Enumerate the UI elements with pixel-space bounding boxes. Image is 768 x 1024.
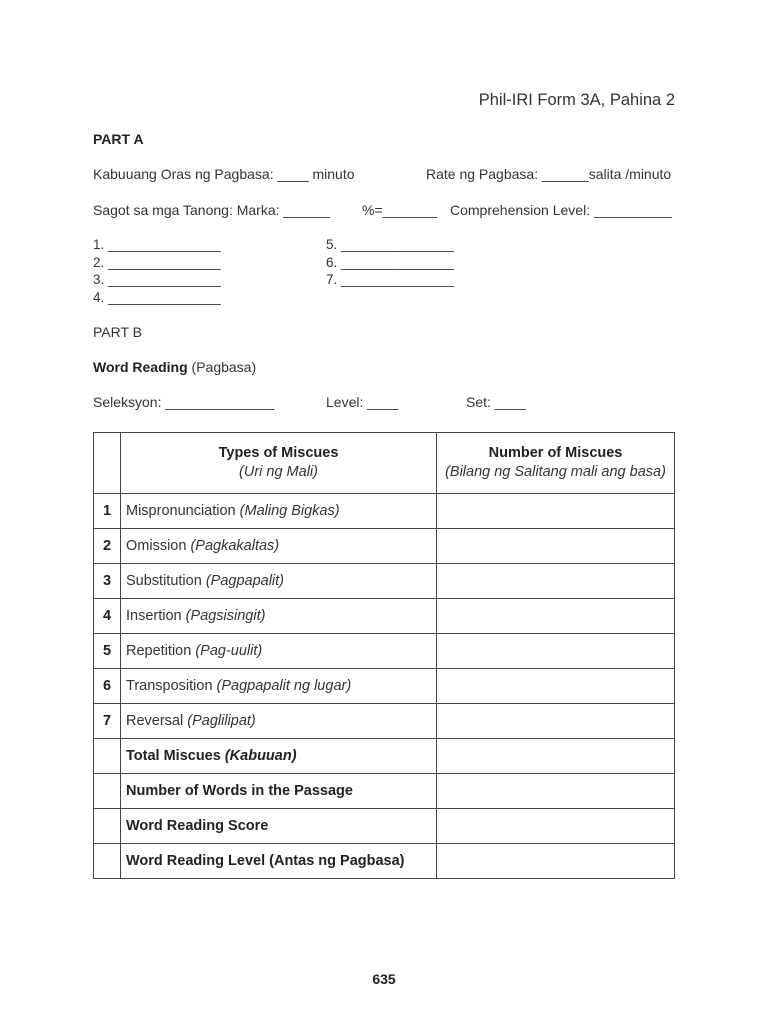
row-number: 1: [94, 494, 121, 529]
row-label: Insertion (Pagsisingit): [121, 599, 437, 634]
reading-time-field: Kabuuang Oras ng Pagbasa: ____ minuto: [93, 166, 355, 182]
answer-line: 4. _______________: [93, 289, 221, 305]
row-label: Reversal (Paglilipat): [121, 704, 437, 739]
answer-line: 2. _______________: [93, 254, 221, 270]
blank-number-cell: [94, 774, 121, 809]
row-number: 2: [94, 529, 121, 564]
blank-number-cell: [94, 809, 121, 844]
table-header-row: [94, 433, 675, 494]
blank-number-cell: [94, 739, 121, 774]
table-row: [94, 704, 675, 739]
answer-line: 7. _______________: [326, 272, 454, 287]
percent-field: %=_______: [362, 202, 438, 218]
row-label: Repetition (Pag-uulit): [121, 634, 437, 669]
reading-rate-field: Rate ng Pagbasa: ______salita /minuto: [426, 166, 672, 182]
total-miscues-label: Total Miscues (Kabuuan): [121, 739, 437, 774]
part-b-heading: PART B: [93, 324, 143, 340]
count-input-cell[interactable]: [437, 669, 675, 704]
count-input-cell[interactable]: [437, 529, 675, 564]
words-in-passage-row: [94, 774, 675, 809]
header-blank-cell: [94, 433, 121, 494]
types-subheading: (Uri ng Mali): [239, 464, 318, 480]
count-input-cell[interactable]: [437, 704, 675, 739]
table-row: [94, 529, 675, 564]
table-row: [94, 634, 675, 669]
row-label: Omission (Pagkakaltas): [121, 529, 437, 564]
words-in-passage-label: Number of Words in the Passage: [121, 774, 437, 809]
row-number: 5: [94, 634, 121, 669]
miscues-table: [93, 432, 675, 879]
row-number: 6: [94, 669, 121, 704]
count-input-cell[interactable]: [437, 494, 675, 529]
answers-list-left: [93, 236, 221, 306]
header-types-cell: [121, 433, 437, 494]
total-miscues-input-cell[interactable]: [437, 739, 675, 774]
count-input-cell[interactable]: [437, 599, 675, 634]
count-heading: Number of Miscues: [488, 445, 623, 461]
total-miscues-row: [94, 739, 675, 774]
header-count-cell: [437, 433, 675, 494]
row-number: 7: [94, 704, 121, 739]
answer-line: 3. _______________: [93, 272, 221, 287]
types-heading: Types of Miscues: [218, 445, 339, 461]
word-reading-bold: Word Reading: [93, 359, 188, 375]
word-reading-score-row: [94, 809, 675, 844]
blank-number-cell: [94, 844, 121, 879]
count-subheading: (Bilang ng Salitang mali ang basa): [445, 464, 666, 480]
row-label: Transposition (Pagpapalit ng lugar): [121, 669, 437, 704]
word-reading-level-row: [94, 844, 675, 879]
table-row: [94, 599, 675, 634]
word-reading-sub: (Pagbasa): [187, 359, 257, 375]
answers-score-field: Sagot sa mga Tanong: Marka: ______: [93, 202, 331, 218]
word-reading-score-label: Word Reading Score: [121, 809, 437, 844]
count-input-cell[interactable]: [437, 634, 675, 669]
level-field: Level: ____: [326, 394, 399, 410]
row-number: 4: [94, 599, 121, 634]
count-input-cell[interactable]: [437, 564, 675, 599]
comprehension-level-field: Comprehension Level: __________: [450, 202, 672, 218]
answer-line: 6. _______________: [326, 254, 454, 270]
answers-list-right: [326, 236, 454, 289]
word-reading-level-input-cell[interactable]: [437, 844, 675, 879]
row-label: Mispronunciation (Maling Bigkas): [121, 494, 437, 529]
part-a-heading: PART A: [93, 131, 144, 147]
word-reading-score-input-cell[interactable]: [437, 809, 675, 844]
table-row: [94, 564, 675, 599]
row-number: 3: [94, 564, 121, 599]
table-row: [94, 669, 675, 704]
form-title: Phil-IRI Form 3A, Pahina 2: [478, 91, 675, 109]
words-in-passage-input-cell[interactable]: [437, 774, 675, 809]
selection-field: Seleksyon: ______________: [93, 394, 275, 410]
row-label: Substitution (Pagpapalit): [121, 564, 437, 599]
set-field: Set: ____: [466, 394, 526, 410]
word-reading-level-label: Word Reading Level (Antas ng Pagbasa): [121, 844, 437, 879]
page-number: 635: [372, 971, 396, 987]
word-reading-heading: [93, 359, 256, 375]
answer-line: 5. _______________: [326, 237, 454, 252]
answer-line: 1. _______________: [93, 237, 221, 252]
table-row: [94, 494, 675, 529]
